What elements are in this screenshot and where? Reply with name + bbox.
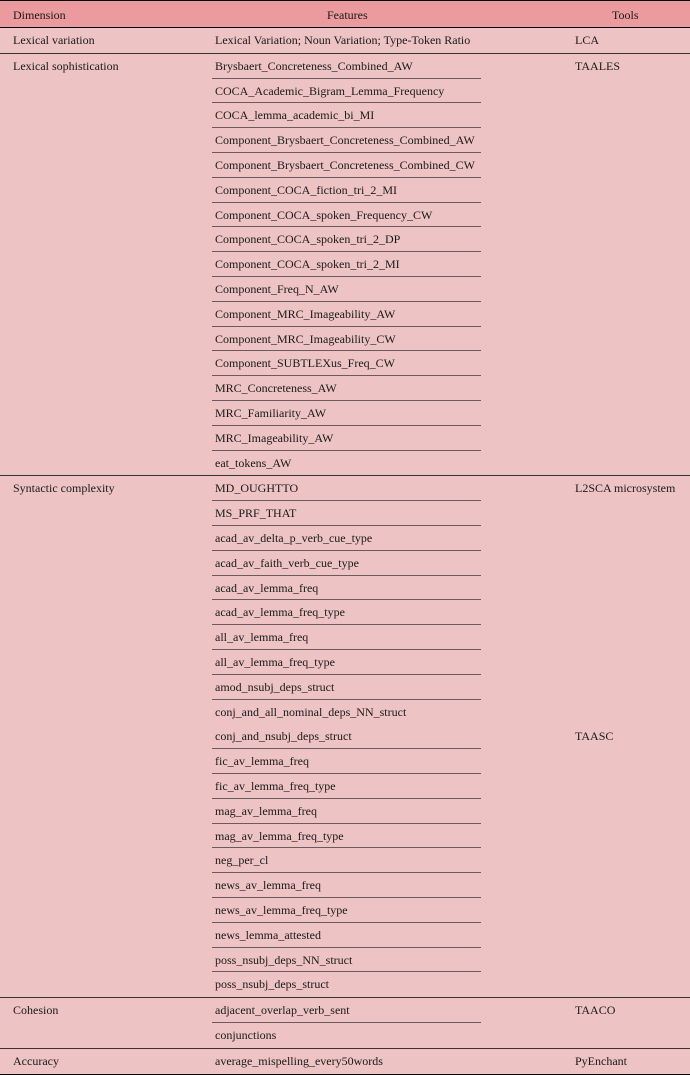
feature-cell: conj_and_all_nominal_deps_NN_struct	[215, 704, 407, 719]
table-row-group	[0, 724, 690, 997]
dimension-cell: Syntactic complexity	[13, 481, 115, 496]
feature-cell: acad_av_delta_p_verb_cue_type	[212, 526, 481, 551]
feature-cell: Component_COCA_spoken_tri_2_DP	[212, 227, 481, 252]
feature-cell: fic_av_lemma_freq	[212, 749, 481, 774]
feature-cell: fic_av_lemma_freq_type	[212, 774, 481, 799]
feature-cell: MRC_Concreteness_AW	[212, 376, 481, 401]
feature-cell: conjunctions	[215, 1027, 277, 1042]
feature-cell: MD_OUGHTTO	[212, 476, 481, 501]
table-header	[0, 0, 690, 28]
feature-cell: Component_Brysbaert_Concreteness_Combined_CW	[212, 153, 481, 178]
feature-cell: COCA_Academic_Bigram_Lemma_Frequency	[212, 79, 481, 104]
feature-cell: adjacent_overlap_verb_sent	[212, 998, 481, 1023]
dimension-cell: Lexical sophistication	[13, 58, 119, 73]
dimension-cell: Cohesion	[13, 1003, 59, 1018]
feature-cell: news_av_lemma_freq	[212, 873, 481, 898]
header-dimension: Dimension	[13, 8, 66, 22]
feature-cell: Component_MRC_Imageability_AW	[212, 302, 481, 327]
table-row-group	[0, 28, 690, 53]
feature-cell: acad_av_lemma_freq	[212, 576, 481, 601]
feature-cell: amod_nsubj_deps_struct	[212, 675, 481, 700]
table-row-group	[0, 1048, 690, 1074]
tool-cell: PyEnchant	[575, 1053, 627, 1068]
feature-cell: mag_av_lemma_freq	[212, 799, 481, 824]
feature-cell: poss_nsubj_deps_struct	[215, 977, 329, 992]
tool-cell: LCA	[575, 33, 599, 47]
feature-cell: acad_av_lemma_freq_type	[212, 600, 481, 625]
tool-cell: TAASC	[575, 729, 614, 744]
feature-cell: Component_COCA_fiction_tri_2_MI	[212, 178, 481, 203]
table-row-group	[0, 475, 690, 724]
feature-cell: Component_Brysbaert_Concreteness_Combined_AW	[212, 128, 481, 153]
feature-cell: MRC_Imageability_AW	[212, 426, 481, 451]
feature-cell: MS_PRF_THAT	[212, 501, 481, 526]
table-row-group	[0, 997, 690, 1048]
tool-cell: TAALES	[575, 58, 621, 73]
feature-cell: conj_and_nsubj_deps_struct	[212, 724, 481, 749]
feature-cell: all_av_lemma_freq_type	[212, 650, 481, 675]
tool-cell: L2SCA microsystem	[575, 481, 676, 496]
table-body	[0, 28, 690, 1074]
header-features: Features	[327, 8, 368, 22]
feature-cell: news_lemma_attested	[212, 923, 481, 948]
feature-cell: news_av_lemma_freq_type	[212, 898, 481, 923]
feature-cell: Component_SUBTLEXus_Freq_CW	[212, 351, 481, 376]
feature-cell: all_av_lemma_freq	[212, 625, 481, 650]
feature-cell: COCA_lemma_academic_bi_MI	[212, 103, 481, 128]
dimension-cell: Lexical variation	[13, 33, 95, 47]
feature-cell: acad_av_faith_verb_cue_type	[212, 551, 481, 576]
dimension-cell: Accuracy	[13, 1053, 59, 1068]
feature-cell: Component_Freq_N_AW	[212, 277, 481, 302]
feature-cell: eat_tokens_AW	[215, 455, 292, 470]
feature-cell: Lexical Variation; Noun Variation; Type-Token Ratio	[215, 33, 471, 47]
feature-cell: average_mispelling_every50words	[215, 1053, 383, 1068]
feature-cell: Brysbaert_Concreteness_Combined_AW	[212, 54, 481, 79]
feature-cell: Component_COCA_spoken_tri_2_MI	[212, 252, 481, 277]
feature-cell: poss_nsubj_deps_NN_struct	[212, 948, 481, 973]
table-bottom-rule	[0, 1074, 690, 1075]
feature-cell: Component_COCA_spoken_Frequency_CW	[212, 203, 481, 228]
header-tools: Tools	[612, 8, 639, 22]
feature-cell: Component_MRC_Imageability_CW	[212, 327, 481, 352]
feature-cell: MRC_Familiarity_AW	[212, 401, 481, 426]
feature-cell: neg_per_cl	[212, 848, 481, 873]
tool-cell: TAACO	[575, 1003, 616, 1018]
feature-cell: mag_av_lemma_freq_type	[212, 824, 481, 849]
table-row-group	[0, 53, 690, 476]
